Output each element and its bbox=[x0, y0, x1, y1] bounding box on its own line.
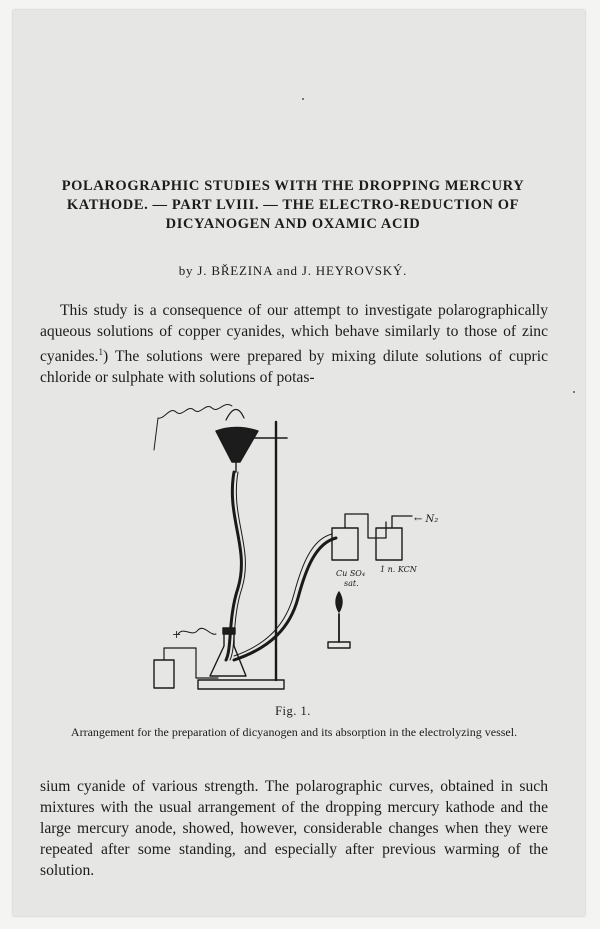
figure-caption: Arrangement for the preparation of dicyanogen and its absorption in the electrolyzing vessel. bbox=[70, 725, 518, 739]
funnel-cap bbox=[226, 409, 244, 420]
n2-label: ← N₂ bbox=[414, 514, 439, 525]
cuso4-bottle bbox=[332, 528, 358, 560]
burner-flame bbox=[336, 592, 342, 612]
paragraph-1-text-b: ) The solutions were prepared by mixing dilute solutions of cupric chloride or sulphate with solutions of potas- bbox=[40, 348, 548, 387]
burner-base bbox=[328, 642, 350, 648]
gas-hose bbox=[234, 538, 336, 660]
plus-label: + bbox=[172, 628, 182, 641]
left-connector bbox=[164, 648, 218, 678]
body-paragraph-2: sium cyanide of various strength. The polarographic curves, obtained in such mixtures with the usual arrangement of the dropping mercury kathode and the large mercury anode, showed, however, considerable changes when they were repeated after some standing, and especially after previous warming of the solution. bbox=[40, 778, 548, 879]
inlet-tube bbox=[392, 516, 412, 528]
wire-coil bbox=[154, 404, 232, 450]
apparatus-figure bbox=[140, 398, 460, 698]
kcn-label: 1 n. KCN bbox=[380, 565, 417, 574]
bottle-link bbox=[345, 514, 386, 538]
left-bottle bbox=[154, 660, 174, 688]
left-wire bbox=[178, 628, 216, 634]
article-title: POLAROGRAPHIC STUDIES WITH THE DROPPING MERCURY KATHODE. — PART LVIII. — THE ELECTRO-REDUCTION OF DICYANOGEN AND OXAMIC ACID bbox=[61, 178, 525, 232]
cuso4-label: Cu SO₄ bbox=[336, 569, 366, 578]
body-paragraph-1 bbox=[40, 300, 548, 388]
footnote-reference: 1 bbox=[98, 347, 103, 357]
flask-stopper bbox=[223, 628, 235, 634]
cuso4-sat-label: sat. bbox=[344, 579, 359, 588]
paragraph-1-text-a: This study is a consequence of our attempt to investigate polarographically aqueous solutions of copper cyanides, which behave similarly to those of zinc cyanides. bbox=[40, 302, 548, 366]
kcn-bottle bbox=[376, 528, 402, 560]
figure-label: Fig. 1. bbox=[275, 704, 311, 718]
stand-base bbox=[198, 680, 284, 689]
speck bbox=[573, 391, 575, 393]
mercury-funnel bbox=[216, 428, 258, 463]
article-byline: by J. BŘEZINA and J. HEYROVSKÝ. bbox=[178, 263, 408, 278]
speck bbox=[302, 98, 304, 100]
